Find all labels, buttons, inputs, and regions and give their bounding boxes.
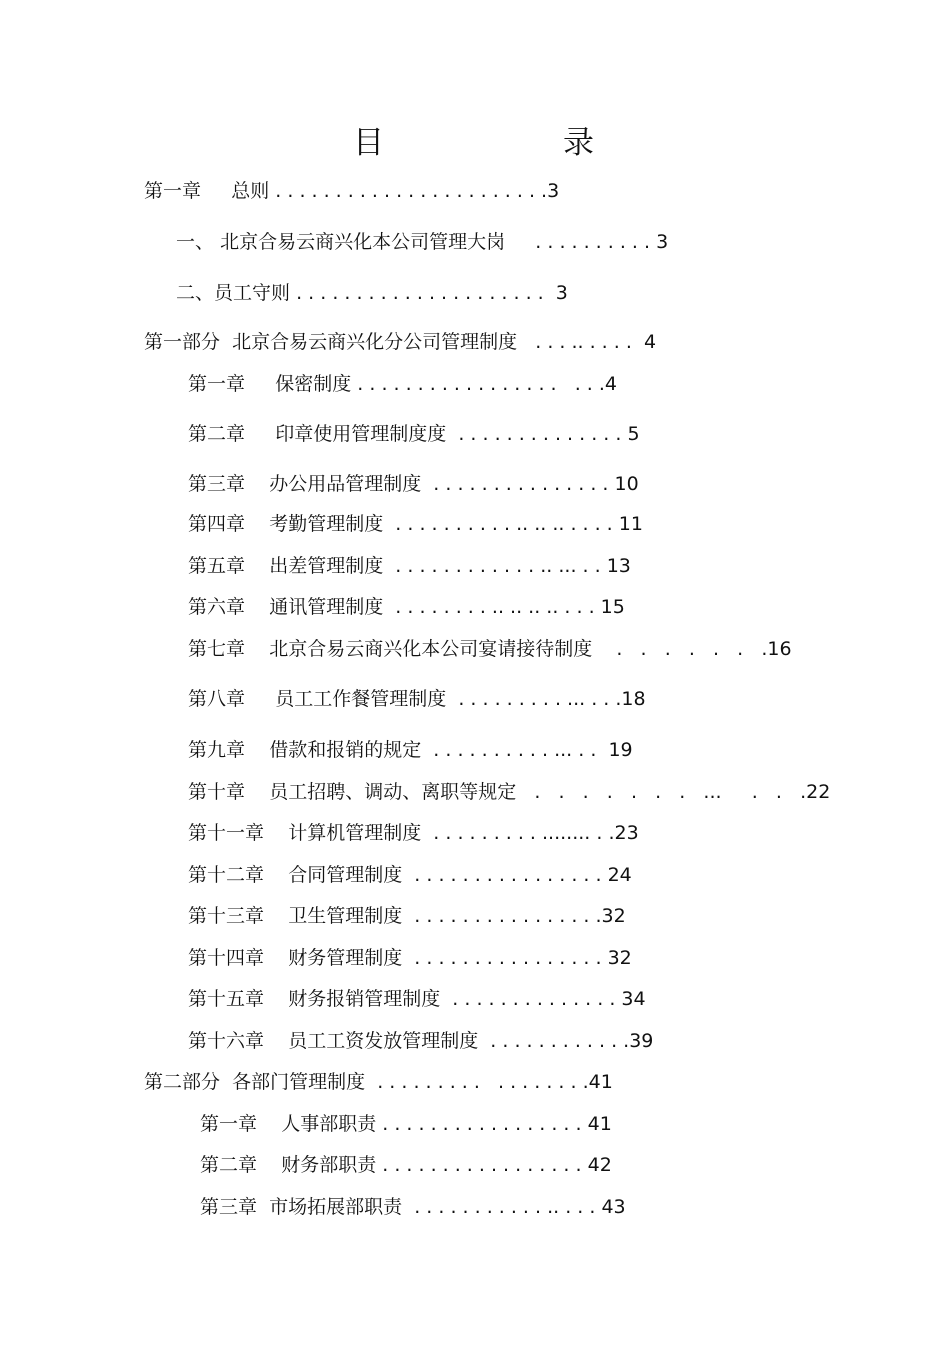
toc-entry-label: 第三章 [188,473,246,495]
toc-entry-leader: . . . . . . . . . . [535,231,651,253]
toc-entry[interactable] [144,329,656,355]
toc-entry-label: 第十一章 [188,822,265,844]
toc-entry-name: 出差管理制度 [269,555,384,577]
toc-entry-leader: . . . . . . . . . . . . . . . . [414,947,602,969]
toc-entry-label: 第二章 [200,1154,258,1176]
toc-entry[interactable] [188,686,646,712]
toc-entry-leader: . . . . . . . . . . . . . . [458,423,622,445]
toc-entry-name: 北京合易云商兴化分公司管理制度 [232,331,518,353]
toc-entry[interactable] [188,820,639,846]
toc-title-char-2: 录 [563,125,594,161]
toc-entry-leader: . . . . . . . . . . .. .. .. . . . . [395,513,613,535]
toc-entry-label: 二、 [176,282,215,304]
toc-entry-name: 北京合易云商兴化本公司管理大岗 [220,231,506,253]
toc-entry-leader: . . . . . . . . . . . . . . . . . . . . . . . [275,180,548,202]
toc-entry-name: 北京合易云商兴化本公司宴请接待制度 [269,638,593,660]
toc-entry-name: 通讯管理制度 [269,596,384,618]
toc-entry-name: 合同管理制度 [288,864,403,886]
toc-entry-label: 第五章 [188,555,246,577]
toc-entry-label: 第十六章 [188,1030,265,1052]
toc-entry-leader: . . . . . . . . . . . . . . . [433,473,609,495]
toc-entry-page: 16 [767,638,792,660]
toc-entry-page: 11 [618,513,643,535]
toc-entry-label: 第二章 [188,423,246,445]
toc-entry-page: 3 [656,231,669,253]
toc-entry-label: 第十五章 [188,988,265,1010]
toc-entry-label: 第三章 [200,1196,258,1218]
toc-entry-leader: . . . . . . . . . . . . . . . . . [377,1071,589,1093]
toc-title [0,120,950,170]
toc-entry-name: 总则 [231,180,270,202]
toc-entry-name: 人事部职责 [281,1113,377,1135]
toc-entry-page: 13 [606,555,631,577]
toc-entry-page: 10 [614,473,639,495]
toc-entry-page: 4 [643,331,657,353]
toc-entry-label: 第九章 [188,739,246,761]
toc-entry-page: 4 [604,373,617,395]
toc-entry-name: 市场拓展部职责 [269,1196,403,1218]
toc-entry-label: 第十章 [188,781,246,803]
toc-entry-page: 42 [587,1154,612,1176]
toc-entry-leader: . . . . . . . . . ........ . . [433,822,615,844]
toc-entry[interactable] [188,594,625,620]
toc-entry[interactable] [188,903,626,929]
toc-entry-name: 财务报销管理制度 [288,988,441,1010]
toc-entry-label: 第四章 [188,513,246,535]
toc-entry[interactable] [188,737,633,763]
toc-entry-page: 18 [621,688,646,710]
toc-entry-page: 41 [588,1071,613,1093]
toc-entry-leader: . . . . . . . . . . . . . . . . [414,864,602,886]
toc-entry-label: 第一章 [188,373,246,395]
toc-entry-leader: . . . . . . . . . . ... . . [433,739,597,761]
toc-entry-page: 3 [547,180,560,202]
toc-entry-name: 员工守则 [214,282,291,304]
toc-entry[interactable] [188,945,632,971]
toc-entry-page: 43 [601,1196,626,1218]
toc-entry-label: 第七章 [188,638,246,660]
toc-entry-page: 32 [601,905,626,927]
toc-entry-label: 第十二章 [188,864,265,886]
toc-entry-label: 第八章 [188,688,246,710]
toc-entry-name: 考勤管理制度 [269,513,384,535]
toc-title-char-1: 目 [353,125,384,161]
toc-entry-label: 第十四章 [188,947,265,969]
toc-entry-page: 15 [600,596,625,618]
toc-entry[interactable] [144,178,559,204]
toc-entry[interactable] [188,421,640,447]
toc-entry[interactable] [200,1194,626,1220]
toc-entry-name: 印章使用管理制度度 [275,423,447,445]
toc-entry-leader: . . . . . . . . . . . . . . . . . . . . . [296,282,544,304]
toc-entry[interactable] [188,471,639,497]
toc-entry-leader: . . . . . . . ... . . . [534,781,807,803]
toc-entry-name: 借款和报销的规定 [269,739,422,761]
toc-entry-page: 23 [614,822,639,844]
toc-entry-leader: . . . . . . . . . ... . . . [458,688,622,710]
toc-entry-label: 一、 [176,231,215,253]
toc-entry[interactable] [188,986,646,1012]
toc-entry-page: 34 [621,988,646,1010]
toc-entry-page: 32 [607,947,632,969]
toc-entry[interactable] [188,636,792,662]
toc-entry-name: 财务部职责 [281,1154,377,1176]
toc-entry-name: 财务管理制度 [288,947,403,969]
toc-entry-page: 19 [608,739,633,761]
toc-entry[interactable] [188,553,631,579]
toc-entry-page: 5 [627,423,640,445]
toc-entry-label: 第一部分 [144,331,221,353]
toc-entry-label: 第二部分 [144,1071,221,1093]
toc-entry[interactable] [188,371,617,397]
toc-entry[interactable] [200,1152,612,1178]
toc-entry-page: 24 [607,864,632,886]
toc-entry[interactable] [188,779,830,805]
toc-entry-name: 办公用品管理制度 [269,473,422,495]
toc-entry-page: 41 [587,1113,612,1135]
toc-entry-name: 员工工作餐管理制度 [275,688,447,710]
toc-entry-label: 第一章 [200,1113,258,1135]
toc-entry-leader: . . . . . . . . . . . . . . [452,988,616,1010]
toc-entry-name: 计算机管理制度 [288,822,422,844]
toc-entry-label: 第十三章 [188,905,265,927]
toc-entry-leader: . . . . . . . . . . . . . . . . . [382,1154,582,1176]
toc-entry-leader: . . . . . . . . . . . .. . . . [414,1196,596,1218]
toc-entry-leader: . . . .. . . . . [535,331,632,353]
toc-entry-page: 22 [806,781,831,803]
toc-entry-page: 3 [555,282,568,304]
toc-entry[interactable] [188,862,632,888]
toc-entry[interactable] [188,1028,653,1054]
toc-entry-leader: . . . . . . . . . . . . . . . . [414,905,602,927]
toc-entry-leader: . . . . . . . . . . . . .. ... . . [395,555,601,577]
toc-entry-leader: . . . . . . . . . . . . . . . . . [382,1113,582,1135]
toc-entry[interactable] [176,229,668,255]
toc-entry-name: 卫生管理制度 [288,905,403,927]
toc-entry-leader: . . . . . . . . .. .. .. .. . . . [395,596,595,618]
toc-entry-page: 39 [629,1030,654,1052]
toc-entry-name: 员工工资发放管理制度 [288,1030,479,1052]
toc-entry-leader: . . . . . . . . . . . . . . . . . . . . [357,373,605,395]
toc-entry-name: 各部门管理制度 [232,1071,366,1093]
toc-entry-label: 第六章 [188,596,246,618]
toc-entry-name: 保密制度 [275,373,352,395]
toc-entry[interactable] [200,1111,612,1137]
toc-entry-label: 第一章 [144,180,202,202]
toc-entry[interactable] [176,280,568,306]
toc-entry[interactable] [144,1069,613,1095]
toc-entry[interactable] [188,511,643,537]
toc-entry-leader: . . . . . . . . . . . . [490,1030,630,1052]
toc-entry-name: 员工招聘、调动、离职等规定 [269,781,517,803]
toc-entry-leader: . . . . . . . [616,638,768,660]
